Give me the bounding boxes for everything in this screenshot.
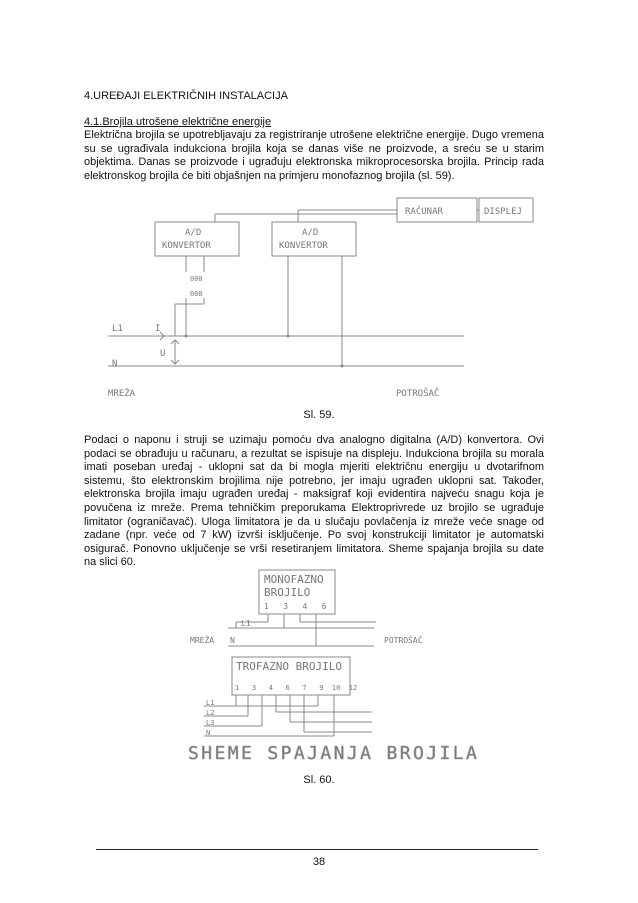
tri-l2-label: L2 xyxy=(206,709,215,717)
voltage-label: U xyxy=(160,349,166,359)
monofazno-terminals: 1 3 4 6 xyxy=(264,602,327,611)
ad-converter-1-label-line1: A/D xyxy=(185,228,202,238)
tri-l3-label: L3 xyxy=(206,719,215,727)
figure-59-diagram xyxy=(0,190,638,410)
figure-60-caption: Sl. 60. xyxy=(303,774,335,786)
mono-l1-label: L1 xyxy=(241,619,251,628)
mono-mreza-label: MREŽA xyxy=(190,636,215,645)
l1-label: L1 xyxy=(112,324,123,334)
paragraph-1: Električna brojila se upotrebljavaju za registriranje utrošene električne energije. Dugo vremena su se ugrađivala indukciona brojila koja se danas više ne proizvode, a sreću se u starim objektima. Danas se proizvode i ugrađuju elektronska mikroprocesorska brojila. Princip rada elektronskog brojila će biti objašnjen na primjeru monofaznog brojila (sl. 59). xyxy=(84,129,544,182)
sheme-spajanja-title: SHEME SPAJANJA BROJILA xyxy=(188,743,480,764)
current-label: I xyxy=(155,324,161,334)
subsection-title: 4.1.Brojila utrošene električne energije xyxy=(84,116,272,128)
page-number: 38 xyxy=(312,856,326,868)
current-transformer-coil-1: 000 xyxy=(190,275,203,283)
trofazno-label: TROFAZNO BROJILO xyxy=(236,660,342,673)
monofazno-label-line2: BROJILO xyxy=(264,586,311,599)
footer-rule xyxy=(96,849,538,850)
trofazno-terminals: 1 3 4 6 7 9 10 12 xyxy=(235,684,358,692)
mreza-label: MREŽA xyxy=(108,389,136,399)
displej-label: DISPLEJ xyxy=(484,207,522,217)
figure-60-diagram xyxy=(0,565,638,775)
ad-converter-1-label-line2: KONVERTOR xyxy=(162,241,211,251)
figure-59-caption: Sl. 59. xyxy=(303,409,335,421)
neutral-label: N xyxy=(112,359,118,369)
tri-neutral-label: N xyxy=(206,729,211,737)
ad-converter-2-label-line1: A/D xyxy=(302,228,319,238)
monofazno-label-line1: MONOFAZNO xyxy=(264,573,324,586)
section-title: 4.UREĐAJI ELEKTRIČNIH INSTALACIJA xyxy=(84,90,288,102)
mono-neutral-label: N xyxy=(230,636,235,645)
ad-converter-2-label-line2: KONVERTOR xyxy=(279,241,328,251)
potrosac-label: POTROŠAČ xyxy=(396,389,440,399)
mono-potrosac-label: POTROŠAČ xyxy=(384,636,423,645)
racunar-label: RAČUNAR xyxy=(405,207,443,217)
tri-l1-label: L1 xyxy=(206,699,215,707)
paragraph-2: Podaci o naponu i struji se uzimaju pomoću dva analogno digitalna (A/D) konvertora. Ovi podaci se obrađuju u računaru, a rezultat se ispisuje na displeju. Indukciona brojila su morala imati poseban uređaj - uklopni sat da bi mogla mjeriti električnu energiju u dvotarifnom sistemu, što elektronskim brojilima nije potrebno, jer imaju ugrađen uklopni sat. Također, elektronska brojila imaju ugrađen uređaj - maksigraf koji evidentira najveću snagu koja je povučena iz mreže. Prema tehničkim preporukama Elektroprivrede uz brojilo se ugrađuje limitator (ograničavač). Uloga limitatora je da u slučaju povlačenja iz mreže veće snage od zadane (npr. veće od 7 kW) izvrši isključenje. Po svoj konstrukciji limitator je automatski osigurač. Ponovno uključenje se vrši resetiranjem limitatora. Sheme spajanja brojila su date na slici 60. xyxy=(84,434,544,569)
current-transformer-coil-2: 000 xyxy=(190,290,203,298)
